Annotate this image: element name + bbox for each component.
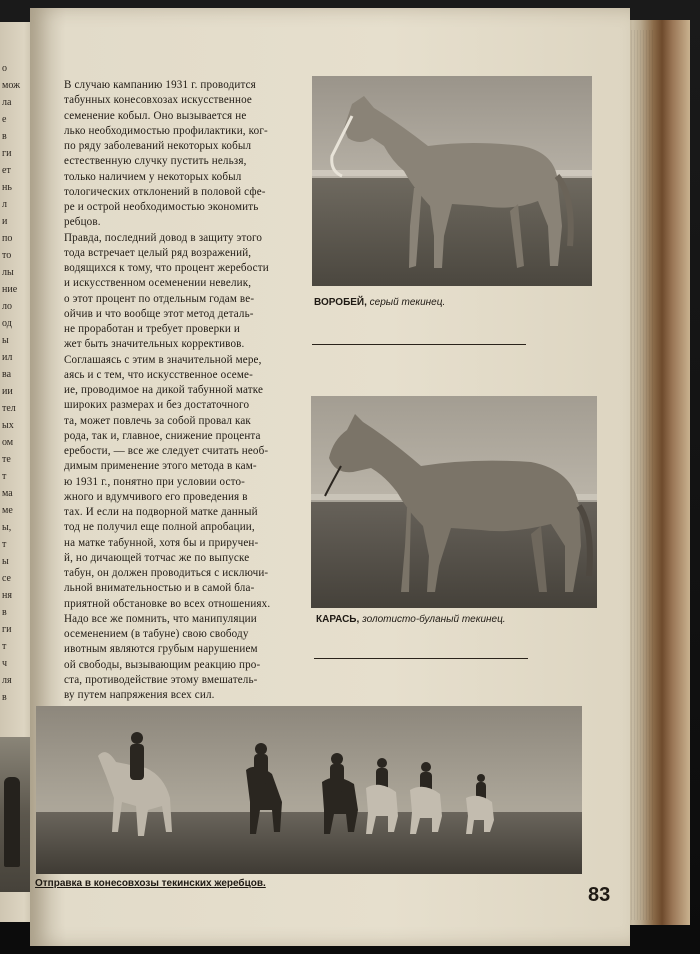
text-line: ю 1931 г., понятно при условии осто- (64, 475, 245, 488)
text-line: ре и острой необходимостью экономить (64, 201, 259, 213)
text-line: приятной обстановке во всех отношениях. (64, 597, 271, 610)
previous-page-text-fragment: ла (2, 97, 12, 108)
text-line: димым применение этого метода в кам- (64, 460, 257, 473)
text-line: тах. И если на подворной матке данный (64, 506, 258, 518)
previous-page-text-fragment: т (2, 539, 7, 550)
previous-page-text-fragment: ля (2, 675, 12, 686)
text-line: ивотным являются грубым нарушением (64, 643, 258, 656)
text-line: еребости, — все же следует считать необ- (64, 445, 269, 457)
text-line: табунных конесовхозах искусственное (64, 94, 253, 107)
previous-page-text-fragment: ил (2, 352, 13, 363)
text-line: лько необходимостью профилактики, ког- (64, 124, 268, 137)
horse-photo-karas (311, 396, 597, 608)
text-line: й, но дичающей тотчас же по выпуске (64, 551, 250, 564)
text-line: В случаю кампанию 1931 г. проводится (64, 79, 256, 91)
text-line: ойчив и что вообще этот метод деталь- (64, 307, 254, 320)
text-line: осеменением (в табуне) свою свободу (64, 628, 249, 640)
previous-page-text-fragment: мож (2, 80, 20, 91)
text-line: тод не получил еще полной апробации, (64, 521, 255, 534)
caption-horse-2 (316, 614, 506, 625)
previous-page-text-fragment: т (2, 471, 7, 482)
previous-page-text-fragment: ии (2, 386, 13, 397)
text-line: Соглашаясь с этим в значительной мере, (64, 353, 262, 366)
previous-page-text-fragment: в (2, 607, 7, 618)
previous-page-text-fragment: ма (2, 488, 13, 499)
previous-page-text-fragment: ы, (2, 522, 12, 533)
previous-page-text-fragment: лы (2, 267, 14, 278)
horse-photo-vorobey (312, 76, 592, 286)
text-line: тологических отклонений в половой сфе- (64, 185, 266, 198)
previous-page-text-fragment: т (2, 641, 7, 652)
previous-page-text-fragment: в (2, 131, 7, 142)
previous-page-text-fragment: од (2, 318, 12, 329)
previous-page-text-fragment: ме (2, 505, 13, 516)
caption-horse-1 (314, 297, 445, 308)
text-line: льной внимательностью и в самой бла- (64, 582, 255, 595)
riders-photo (36, 706, 582, 874)
previous-page-text-fragment: ч (2, 658, 8, 669)
previous-page-text-fragment: ет (2, 165, 11, 176)
previous-page-text-fragment: по (2, 233, 13, 244)
text-line: Надо все же помнить, что манипуляции (64, 612, 257, 625)
text-line: жет быть значительных коррективов. (64, 338, 245, 351)
text-line: аясь и с тем, что искусственное осеме- (64, 368, 253, 381)
text-line: только наличием у некоторых кобыл (64, 170, 242, 183)
text-line: ста, противодействие этому вмешатель- (64, 673, 258, 686)
previous-page-text-fragment: о (2, 63, 7, 74)
previous-page-text-fragment: то (2, 250, 12, 261)
text-line: естественную случку пустить нельзя, (64, 155, 247, 168)
text-line: на матке табунной, хотя бы и приручен- (64, 536, 259, 549)
caption-horse-2-name: КАРАСЬ, (316, 614, 360, 625)
previous-page-text-fragment: ги (2, 148, 12, 159)
caption-rule-1 (312, 344, 526, 345)
text-line: рода, так и, главное, снижение процента (64, 429, 261, 442)
caption-horse-1-desc: серый текинец. (369, 297, 446, 308)
previous-page-text-fragment: те (2, 454, 11, 465)
bottom-photo-caption: Отправка в конесовхозы текинских жеребцов. (35, 878, 266, 889)
previous-page-text-fragment: се (2, 573, 11, 584)
page-number: 83 (588, 884, 611, 906)
previous-page-text-fragment: ние (2, 284, 18, 295)
caption-horse-2-desc: золотисто-буланый текинец. (362, 614, 506, 625)
text-line: семенение кобыл. Оно вызывается не (64, 109, 247, 122)
text-line: жного и вдумчивого его проведения в (64, 490, 248, 503)
text-line: тода встречает целый ряд возражений, (64, 246, 252, 259)
previous-page-text-fragment: и (2, 216, 8, 227)
previous-page-text-fragment: е (2, 114, 7, 125)
previous-page-text-fragment: ло (2, 301, 12, 312)
text-line: и искусственном осеменении невелик, (64, 277, 252, 290)
text-line: ребцов. (64, 216, 101, 229)
text-line: по ряду заболеваний некоторых кобыл (64, 140, 252, 152)
previous-page-text-fragment: л (2, 199, 7, 210)
text-line: Правда, последний довод в защиту этого (64, 231, 263, 244)
text-line: о этот процент по отдельным годам ве- (64, 292, 255, 305)
text-line: не проработан и требует проверки и (64, 323, 240, 335)
previous-page-text-fragment: в (2, 692, 7, 703)
text-line: табун, он должен проводиться с исключи- (64, 567, 269, 579)
text-line: ие, проводимое на дикой табунной матке (64, 384, 264, 396)
caption-rule-2 (314, 658, 528, 659)
body-text-column (64, 78, 328, 703)
previous-page-text-fragment: нь (2, 182, 12, 193)
caption-horse-1-name: ВОРОБЕЙ, (314, 297, 367, 308)
previous-page-text-fragment: ы (2, 335, 9, 346)
text-line: водящихся к тому, что процент жеребости (64, 262, 269, 274)
text-line: ой свободы, вызывающим реакцию про- (64, 658, 261, 671)
previous-page-text-fragment: тел (2, 403, 16, 414)
previous-page-text-fragment: ги (2, 624, 12, 635)
previous-page-text-fragment: ом (2, 437, 14, 448)
previous-page-text-fragment: ня (2, 590, 12, 601)
previous-page-text-fragment: ых (2, 420, 14, 431)
text-line: широких размерах и без достаточного (64, 399, 250, 412)
previous-page-text-fragment: ы (2, 556, 9, 567)
previous-page-text-fragment: ва (2, 369, 12, 380)
text-line: та, может повлечь за собой провал как (64, 414, 251, 427)
text-line: ву путем напряжения всех сил. (64, 689, 215, 701)
book-page (30, 8, 630, 946)
